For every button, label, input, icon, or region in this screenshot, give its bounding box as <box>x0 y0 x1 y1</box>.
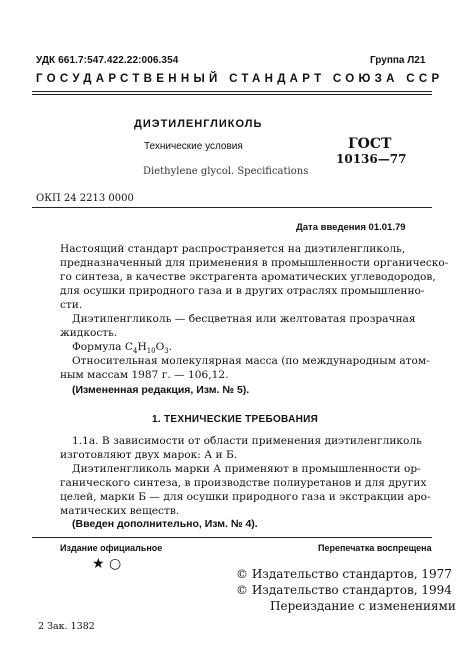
molecular-mass-line: Относительная молекулярная масса (по международным атом- <box>72 355 430 367</box>
english-title: Diethylene glycol. Specifications <box>143 166 309 177</box>
intro-date: Дата введения 01.01.79 <box>296 222 406 233</box>
formula-o: O <box>155 341 165 353</box>
gos-standard-heading: ГОСУДАРСТВЕННЫЙ СТАНДАРТ СОЮЗА ССР <box>36 73 444 85</box>
intro-line: для осушки природного газа и в других отраслях промышленно- <box>60 285 425 297</box>
chemical-formula: $C_4H_{10}O_3$. <box>124 341 173 356</box>
section-line: изготовляют двух марок: А и Б. <box>60 449 238 461</box>
copyright-1994: © Издательство стандартов, 1994 <box>236 583 452 597</box>
copyright-1977: © Издательство стандартов, 1977 <box>236 567 452 581</box>
group-code: Группа Л21 <box>370 55 426 66</box>
description-line: жидкость. <box>60 327 118 339</box>
udk-code: УДК 661.7:547.422.22:006.354 <box>36 55 179 66</box>
amendment-note: (Измененная редакция, Изм. № 5). <box>72 384 250 396</box>
formula-h-sub: 10 <box>146 347 156 356</box>
formula-label: Формула <box>72 341 122 353</box>
star-circle-symbols: ★ ○ <box>92 556 122 572</box>
okp-rule <box>32 207 432 208</box>
document-title: ДИЭТИЛЕНГЛИКОЛЬ <box>134 118 263 130</box>
reprint-prohibited: Перепечатка воспрещена <box>318 543 432 553</box>
formula-c-sub: 4 <box>132 347 138 356</box>
section-line: Диэтиленгликоль марки А применяют в промышленности ор- <box>72 463 421 475</box>
section-heading: 1. ТЕХНИЧЕСКИЕ ТРЕБОВАНИЯ <box>152 414 319 425</box>
document-subtitle: Технические условия <box>144 141 243 152</box>
header-rule-thin <box>32 94 432 95</box>
order-number: 2 Зак. 1382 <box>38 621 95 632</box>
intro-line: сти. <box>60 299 83 311</box>
section-line: матических веществ. <box>60 505 180 517</box>
section-line: 1.1а. В зависимости от области применения диэтиленгликоль <box>72 435 422 447</box>
footer-rule <box>32 537 432 538</box>
formula-c: C <box>124 341 133 353</box>
amendment-note: (Введен дополнительно, Изм. № 4). <box>72 518 258 530</box>
reissue-note: Переиздание с изменениями <box>270 599 456 613</box>
okp-code: ОКП 24 2213 0000 <box>36 193 134 204</box>
section-line: целей, марки Б — для осушки природного газа и экстракции аро- <box>60 491 431 503</box>
molecular-mass-line: ным массам 1987 г. — 106,12. <box>60 369 229 381</box>
formula-h: H <box>137 341 147 353</box>
header-rule-thick <box>32 91 432 92</box>
intro-line: го синтеза, в качестве экстрагента ароматических углеводородов, <box>60 271 436 283</box>
official-edition: Издание официальное <box>60 543 163 553</box>
gost-number: 10136—77 <box>336 152 407 166</box>
gost-label: ГОСТ <box>348 136 392 152</box>
section-line: ганического синтеза, в производстве полиуретанов и для других <box>60 477 427 489</box>
intro-line: предназначенный для применения в промышленности органическо- <box>60 257 449 269</box>
description-line: Диэтиленгликоль — бесцветная или желтоватая прозрачная <box>72 313 416 325</box>
intro-line: Настоящий стандарт распространяется на диэтиленгликоль, <box>60 243 406 255</box>
formula-o-sub: 3 <box>164 347 169 356</box>
